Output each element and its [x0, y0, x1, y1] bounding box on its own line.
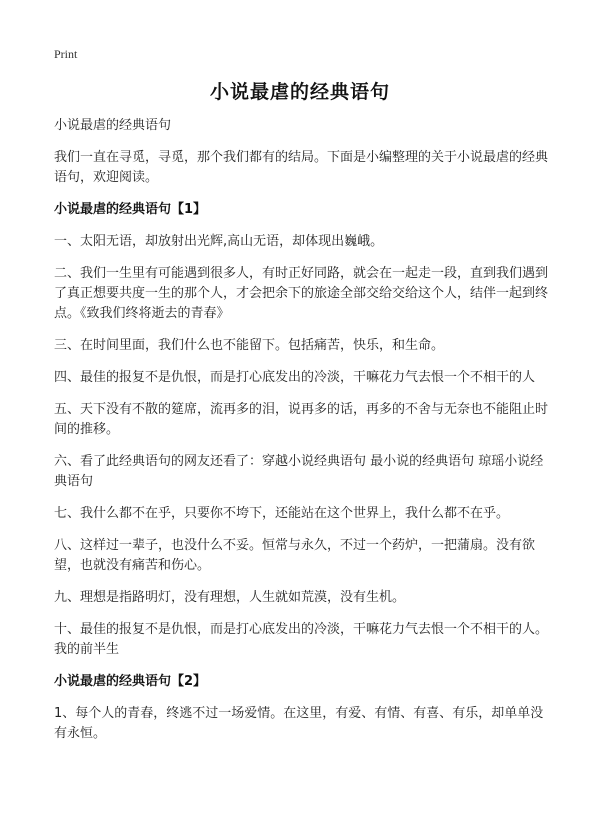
section-heading: 小说最虐的经典语句【1】 [54, 202, 207, 217]
quote-item: 九、理想是指路明灯，没有理想，人生就如荒漠，没有生机。 [54, 590, 406, 605]
quote-item: 七、我什么都不在乎，只要你不垮下，还能站在这个世界上，我什么都不在乎。 [54, 506, 510, 521]
page-title: 小说最虐的经典语句 [209, 81, 390, 103]
section-1 [54, 200, 548, 660]
section-2 [54, 672, 548, 744]
quote-item: 十、最佳的报复不是仇恨，而是打心底发出的冷淡，干嘛花力气去恨一个不相干的人。我的前半生 [54, 622, 549, 657]
article-intro: 我们一直在寻觅，寻觅，那个我们都有的结局。下面是小编整理的关于小说最虐的经典语句，欢迎阅读。 [54, 150, 549, 185]
related-links-item: 六、看了此经典语句的网友还看了：穿越小说经典语句 最小说的经典语句 琼瑶小说经典语句 [54, 454, 544, 489]
quote-item: 一、太阳无语，却放射出光辉,高山无语，却体现出巍峨。 [54, 234, 384, 249]
article-subtitle: 小说最虐的经典语句 [54, 118, 172, 133]
quote-item: 三、在时间里面，我们什么也不能留下。包括痛苦，快乐，和生命。 [54, 338, 445, 353]
section-heading: 小说最虐的经典语句【2】 [54, 674, 207, 689]
quote-item: 八、这样过一辈子，也没什么不妥。恒常与永久，不过一个药炉，一把蒲扇。没有欲望，也就没有痛苦和伤心。 [54, 538, 536, 573]
quote-item: 二、我们一生里有可能遇到很多人，有时正好同路，就会在一起走一段，直到我们遇到了真正想要共度一生的那个人，才会把余下的旅途全部交给交给这个人，结伴一起到终点。《致我们终将逝去的青春》 [54, 266, 549, 321]
quote-item: 1、每个人的青春，终逃不过一场爱情。在这里，有爱、有情、有喜、有乐，却单单没有永恒。 [54, 706, 544, 741]
article-body [54, 116, 548, 756]
quote-item: 四、最佳的报复不是仇恨，而是打心底发出的冷淡，干嘛花力气去恨一个不相干的人 [54, 370, 536, 385]
print-link[interactable]: Print [54, 47, 78, 61]
quote-item: 五、天下没有不散的筵席，流再多的泪，说再多的话，再多的不舍与无奈也不能阻止时间的推移。 [54, 402, 549, 437]
